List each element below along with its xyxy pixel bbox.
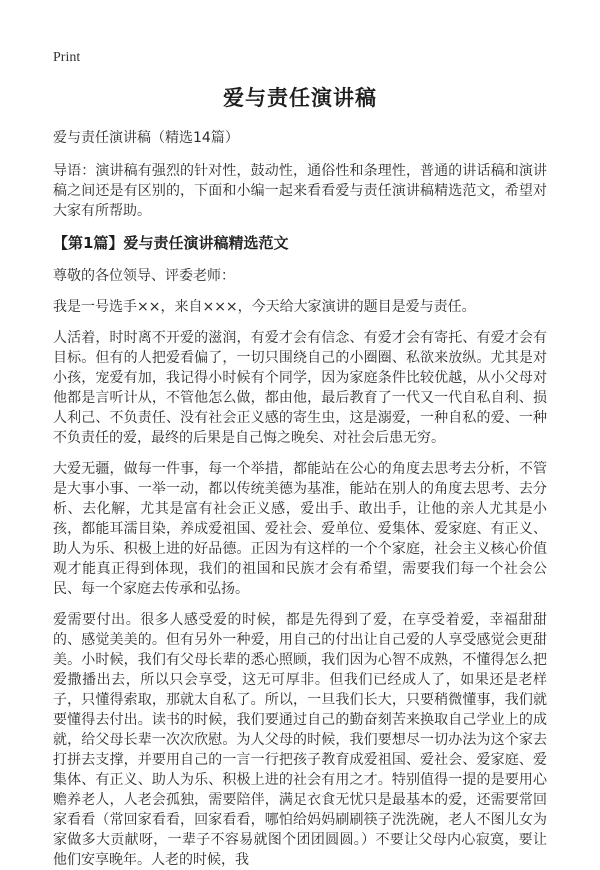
salutation-paragraph: 尊敬的各位领导、评委老师：: [53, 268, 235, 284]
self-introduction-paragraph: 我是一号选手××，来自×××，今天给大家演讲的题目是爱与责任。: [53, 299, 476, 315]
document-subtitle: 爱与责任演讲稿（精选14篇）: [53, 130, 239, 146]
intro-paragraph: 导语：演讲稿有强烈的针对性，鼓动性，通俗性和条理性，普通的讲话稿和演讲稿之间还是有区别的，下面和小编一起来看看爱与责任演讲稿精选范文，希望对大家有所帮助。: [53, 163, 547, 219]
section-heading-part1: 【第1篇】爱与责任演讲稿精选范文: [53, 234, 289, 252]
page-title: 爱与责任演讲稿: [223, 86, 377, 110]
body-paragraph: 爱需要付出。很多人感受爱的时候，都是先得到了爱，在享受着爱，幸福甜甜的、感觉美美的。但有另外一种爱，用自己的付出让自己爱的人享受感觉会更甜美。小时候，我们有父母长辈的悉心照顾，我们因为心智不成熟，不懂得怎么把爱撒播出去，所以只会享受，这无可厚非。但我们已经成人了，如果还是老样子，只懂得索取，那就太自私了。所以，一旦我们长大，只要稍微懂事，我们就要懂得去付出。读书的时候，我们要通过自己的勤奋刻苦来换取自己学业上的成就，给父母长辈一次次欣慰。为人父母的时候，我们要想尽一切办法为这个家去打拼去支撑，并要用自己的一言一行把孩子教育成爱祖国、爱社会、爱家庭、爱集体、有正义、助人为乐、积极上进的社会有用之才。特别值得一提的是要用心赡养老人，人老会孤独，需要陪伴，满足衣食无忧只是最基本的爱，还需要常回家看看（常回家看看，回家看看，哪怕给妈妈刷刷筷子洗洗碗，老人不图儿女为家做多大贡献呀，一辈子不容易就图个团团圆圆。）不要让父母内心寂寞，要让他们安享晚年。人老的时候，我: [53, 612, 547, 868]
body-paragraph: 人活着，时时离不开爱的滋润，有爱才会有信念、有爱才会有寄托、有爱才会有目标。但有的人把爱看偏了，一切只围绕自己的小圈圈、私欲来放纵。尤其是对小孩，宠爱有加，我记得小时候有个同学，因为家庭条件比较优越，从小父母对他都是言听计从，不管他怎么做，都由他，最后教育了一代又一代自私自利、损人利己、不负责任、没有社会正义感的寄生虫，这是溺爱，一种自私的爱、一种不负责任的爱，最终的后果是自己悔之晚矣、对社会后患无穷。: [53, 330, 547, 446]
print-link[interactable]: Print: [53, 50, 81, 65]
body-paragraph: 大爱无疆，做每一件事，每一个举措，都能站在公心的角度去思考去分析，不管是大事小事、一举一动，都以传统美德为基准，能站在别人的角度去思考、去分析、去化解，尤其是富有社会正义感，爱出手、敢出手，让他的亲人尤其是小孩，都能耳濡目染，养成爱祖国、爱社会、爱单位、爱集体、爱家庭、有正义、助人为乐、积极上进的好品德。正因为有这样的一个个家庭，社会主义核心价值观才能真正得到体现，我们的祖国和民族才会有希望，需要我们每一个社会公民、每一个家庭去传承和弘扬。: [53, 461, 547, 597]
